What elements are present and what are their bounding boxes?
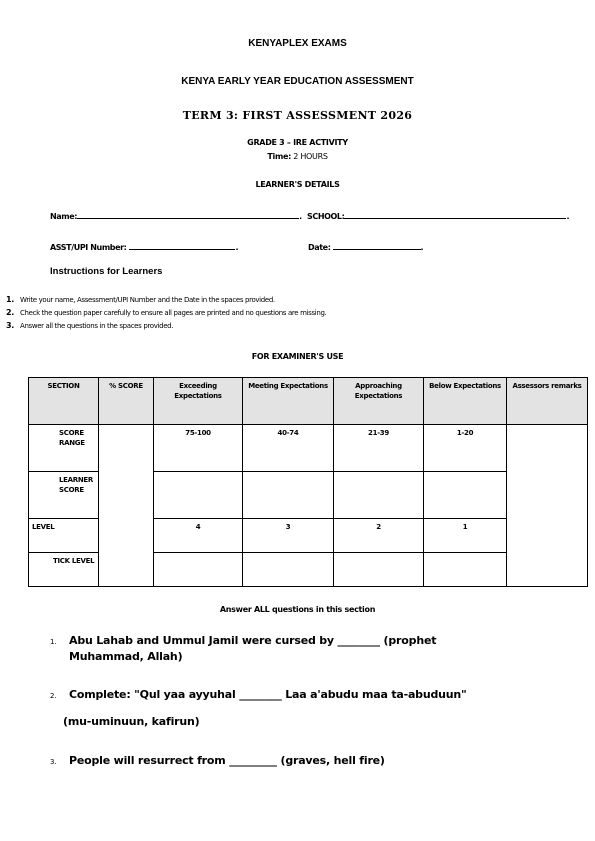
table-cell: 3 [243, 519, 334, 553]
header-cell: Assessors remarks [507, 378, 588, 425]
date-field: Date: . [308, 243, 424, 252]
upi-field: ASST/UPI Number: . [50, 243, 239, 252]
tick-cell[interactable] [243, 553, 334, 587]
table-cell: 40-74 [243, 425, 334, 472]
table-cell: 1 [424, 519, 507, 553]
header-cell: Exceeding Expectations [154, 378, 243, 425]
school-field: SCHOOL: . [307, 212, 570, 221]
examiner-heading: FOR EXAMINER'S USE [251, 352, 344, 361]
question-text: Abu Lahab and Ummul Jamil were cursed by ________ (prophet Muhammad, Allah) [69, 634, 437, 663]
question-number: 2. [50, 692, 57, 700]
school-input-line[interactable] [344, 210, 566, 219]
question-number: 1. [50, 638, 57, 646]
grade-subject: GRADE 3 – IRE ACTIVITY [247, 138, 348, 147]
time-value: 2 HOURS [293, 152, 328, 161]
term-title: TERM 3: FIRST ASSESSMENT 2026 [182, 109, 413, 122]
table-cell[interactable] [243, 472, 334, 519]
question-options: (mu-uminuun, kafirun) [63, 715, 200, 728]
tick-cell[interactable] [154, 553, 243, 587]
name-label: Name: [50, 212, 78, 221]
assessment-title: KENYA EARLY YEAR EDUCATION ASSESSMENT [181, 76, 414, 87]
learner-details-heading: LEARNER'S DETAILS [255, 180, 340, 189]
name-field: Name: . [50, 212, 302, 221]
row-label: SCORE RANGE [29, 425, 99, 472]
date-input-line[interactable] [333, 241, 421, 250]
instruction-item: 2. Check the question paper carefully to ensure all pages are printed and no questions are missing. [6, 308, 327, 317]
header-cell: Below Expectations [424, 378, 507, 425]
question-item [50, 633, 450, 665]
name-input-line[interactable] [77, 210, 299, 219]
question-item [50, 687, 500, 703]
instructions-title: Instructions for Learners [50, 266, 163, 277]
table-cell: 4 [154, 519, 243, 553]
table-cell: 75-100 [154, 425, 243, 472]
instruction-item: 1. Write your name, Assessment/UPI Number and the Date in the spaces provided. [6, 295, 275, 304]
table-cell: 1-20 [424, 425, 507, 472]
question-number: 3. [50, 758, 57, 766]
org-title: KENYAPLEX EXAMS [248, 38, 347, 49]
row-label: LEVEL [29, 519, 99, 553]
upi-input-line[interactable] [129, 241, 235, 250]
table-cell[interactable] [154, 472, 243, 519]
row-label: TICK LEVEL [29, 553, 99, 587]
question-text: People will resurrect from _________ (graves, hell fire) [69, 754, 385, 767]
school-label: SCHOOL: [307, 212, 345, 221]
section-instruction: Answer ALL questions in this section [219, 605, 376, 614]
table-row [29, 425, 588, 472]
question-text: Complete: "Qul yaa ayyuhal ________ Laa a'abudu maa ta-abuduun" [69, 688, 467, 701]
time-label: Time: [267, 152, 292, 161]
header-cell: Approaching Expectations [334, 378, 424, 425]
table-header-row [29, 378, 588, 425]
header-cell: % SCORE [99, 378, 154, 425]
question-item [50, 753, 500, 769]
table-cell: 21-39 [334, 425, 424, 472]
date-label: Date: [308, 243, 331, 252]
assessors-remarks-cell[interactable] [507, 425, 588, 587]
instruction-item: 3. Answer all the questions in the spaces provided. [6, 321, 174, 330]
row-label: LEARNER SCORE [29, 472, 99, 519]
examiner-table [28, 377, 588, 587]
header-cell: Meeting Expectations [243, 378, 334, 425]
tick-cell[interactable] [334, 553, 424, 587]
tick-cell[interactable] [424, 553, 507, 587]
table-cell[interactable] [424, 472, 507, 519]
table-cell: 2 [334, 519, 424, 553]
table-cell[interactable] [334, 472, 424, 519]
time-line [0, 152, 595, 161]
header-cell: SECTION [29, 378, 99, 425]
percent-score-cell[interactable] [99, 425, 154, 587]
upi-label: ASST/UPI Number: [50, 243, 127, 252]
